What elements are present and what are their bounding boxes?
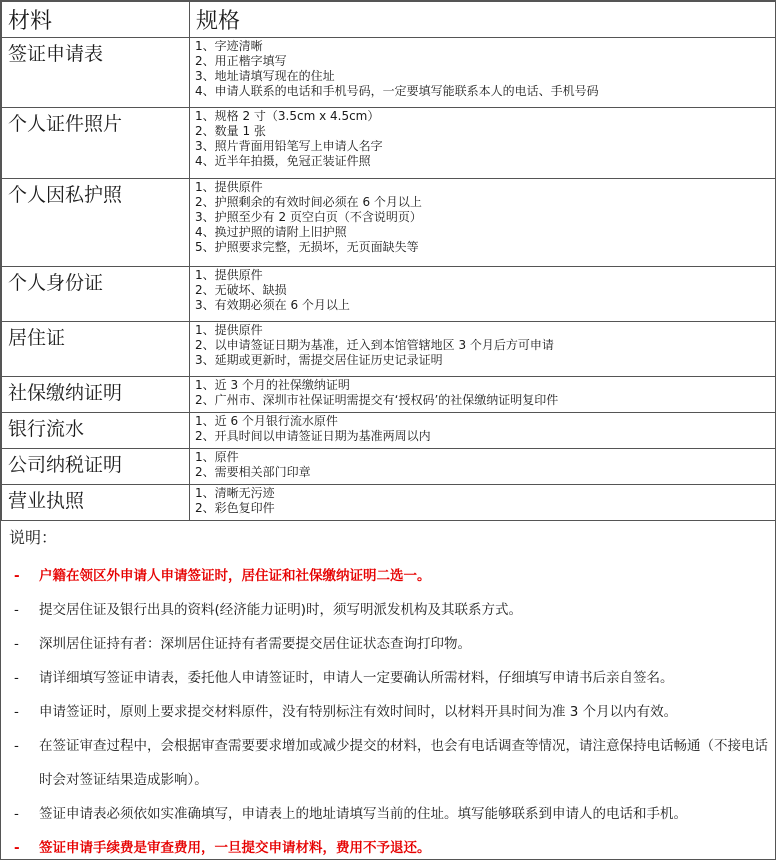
- header-spec: 规格: [190, 2, 776, 38]
- notes-list: [9, 559, 775, 865]
- table-row: [2, 413, 776, 449]
- table-row: [2, 485, 776, 521]
- note-text: 申请签证时，原则上要求提交材料原件，没有特别标注有效时间时，以材料开具时间为准 3 个月以内有效。: [39, 704, 678, 720]
- table-header: [2, 2, 776, 38]
- spec-item: 4、近半年拍摄，免冠正装证件照: [195, 154, 371, 168]
- material-name: 签证申请表: [2, 38, 190, 108]
- notes-title: 说明：: [9, 528, 58, 547]
- spec-item: 3、照片背面用铅笔写上申请人名字: [195, 139, 383, 153]
- table-row: [2, 38, 776, 108]
- spec-list: [190, 267, 776, 322]
- spec-item: 3、地址请填写现在的住址: [195, 69, 335, 83]
- note-text: 户籍在领区外申请人申请签证时，居住证和社保缴纳证明二选一。: [39, 568, 431, 584]
- spec-item: 2、需要相关部门印章: [195, 465, 311, 479]
- material-name: 居住证: [2, 322, 190, 377]
- spec-list: [190, 377, 776, 413]
- spec-item: 5、护照要求完整，无损坏，无页面缺失等: [195, 240, 419, 254]
- spec-list: [190, 38, 776, 108]
- spec-item: 2、开具时间以申请签证日期为基准两周以内: [195, 429, 431, 443]
- table-row: [2, 322, 776, 377]
- spec-list: [190, 485, 776, 521]
- spec-item: 1、提供原件: [195, 268, 263, 282]
- note-item: [9, 797, 775, 831]
- material-name: 个人因私护照: [2, 179, 190, 267]
- notes-section: [1, 521, 775, 865]
- material-name: 社保缴纳证明: [2, 377, 190, 413]
- bullet-dash: -: [14, 670, 19, 686]
- bullet-dash: -: [14, 840, 20, 856]
- material-name: 个人证件照片: [2, 108, 190, 179]
- spec-item: 2、以申请签证日期为基准，迁入到本馆管辖地区 3 个月后方可申请: [195, 338, 554, 352]
- note-item: [9, 729, 775, 797]
- bullet-dash: -: [14, 806, 19, 822]
- spec-item: 1、原件: [195, 450, 239, 464]
- note-item: [9, 559, 775, 593]
- spec-item: 1、规格 2 寸（3.5cm x 4.5cm）: [195, 109, 380, 123]
- spec-item: 2、用正楷字填写: [195, 54, 287, 68]
- bullet-dash: -: [14, 738, 19, 754]
- material-name: 个人身份证: [2, 267, 190, 322]
- spec-item: 3、护照至少有 2 页空白页（不含说明页）: [195, 210, 422, 224]
- material-name: 银行流水: [2, 413, 190, 449]
- note-text: 提交居住证及银行出具的资料(经济能力证明)时，须写明派发机构及其联系方式。: [39, 602, 523, 618]
- table-row: [2, 108, 776, 179]
- table-row: [2, 267, 776, 322]
- spec-item: 3、有效期必须在 6 个月以上: [195, 298, 350, 312]
- bullet-dash: -: [14, 704, 19, 720]
- spec-item: 4、申请人联系的电话和手机号码，一定要填写能联系本人的电话、手机号码: [195, 84, 599, 98]
- bullet-dash: -: [14, 602, 19, 618]
- requirements-table: [1, 1, 776, 521]
- bullet-dash: -: [14, 636, 19, 652]
- spec-list: [190, 413, 776, 449]
- spec-item: 1、提供原件: [195, 180, 263, 194]
- spec-item: 2、数量 1 张: [195, 124, 266, 138]
- spec-item: 2、护照剩余的有效时间必须在 6 个月以上: [195, 195, 422, 209]
- spec-list: [190, 108, 776, 179]
- spec-item: 1、近 6 个月银行流水原件: [195, 414, 338, 428]
- table-row: [2, 449, 776, 485]
- spec-item: 1、清晰无污迹: [195, 486, 275, 500]
- table-row: [2, 377, 776, 413]
- spec-item: 4、换过护照的请附上旧护照: [195, 225, 347, 239]
- spec-item: 1、近 3 个月的社保缴纳证明: [195, 378, 350, 392]
- spec-list: [190, 322, 776, 377]
- note-text: 请详细填写签证申请表，委托他人申请签证时，申请人一定要确认所需材料，仔细填写申请书后亲自签名。: [39, 670, 674, 686]
- bullet-dash: -: [14, 568, 20, 584]
- material-name: 营业执照: [2, 485, 190, 521]
- note-text: 在签证审查过程中，会根据审查需要要求增加或减少提交的材料，也会有电话调查等情况，请注意保持电话畅通（不接电话时会对签证结果造成影响）。: [39, 738, 768, 788]
- note-item: [9, 695, 775, 729]
- note-text: 签证申请手续费是审查费用，一旦提交申请材料，费用不予退还。: [39, 840, 431, 856]
- note-text: 签证申请表必须依如实准确填写，申请表上的地址请填写当前的住址。填写能够联系到申请人的电话和手机。: [39, 806, 687, 822]
- header-material: 材料: [2, 2, 190, 38]
- note-item: [9, 593, 775, 627]
- spec-list: [190, 449, 776, 485]
- spec-item: 2、彩色复印件: [195, 501, 275, 515]
- spec-item: 1、字迹清晰: [195, 39, 263, 53]
- material-name: 公司纳税证明: [2, 449, 190, 485]
- table-row: [2, 179, 776, 267]
- spec-item: 3、延期或更新时，需提交居住证历史记录证明: [195, 353, 443, 367]
- spec-item: 2、无破坏、缺损: [195, 283, 287, 297]
- note-text: 深圳居住证持有者：深圳居住证持有者需要提交居住证状态查询打印物。: [39, 636, 471, 652]
- spec-item: 2、广州市、深圳市社保证明需提交有‘授权码’的社保缴纳证明复印件: [195, 393, 559, 407]
- spec-list: [190, 179, 776, 267]
- note-item: [9, 661, 775, 695]
- note-item: [9, 627, 775, 661]
- spec-item: 1、提供原件: [195, 323, 263, 337]
